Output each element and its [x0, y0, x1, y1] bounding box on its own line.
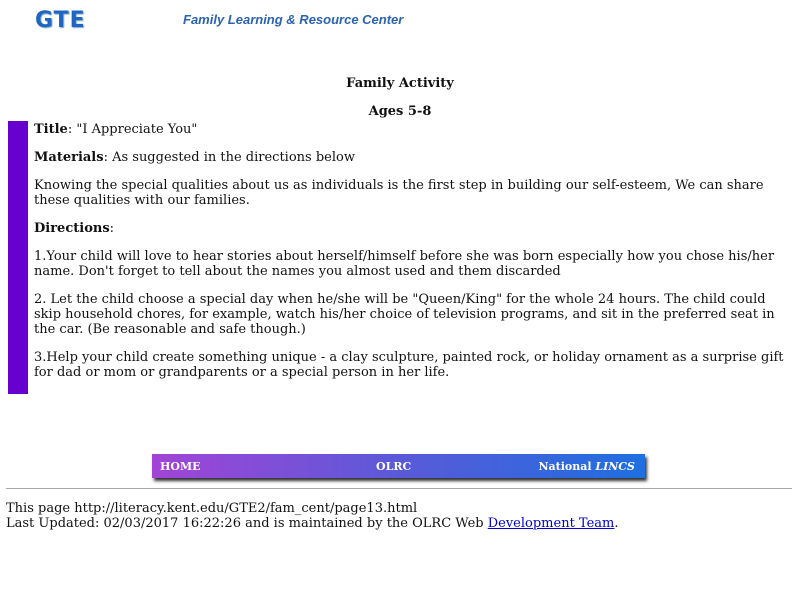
side-bar [8, 121, 28, 394]
nav-bar [152, 454, 645, 478]
title-label: Title [34, 122, 68, 137]
materials-label: Materials [34, 150, 104, 165]
footer-end: . [614, 516, 619, 531]
gte-logo: GTE [35, 8, 86, 33]
divider [6, 488, 792, 489]
nav-lincs-text: LINCS [595, 460, 635, 473]
ages-heading: Ages 5-8 [368, 104, 432, 119]
materials-value: : As suggested in the directions below [103, 150, 355, 165]
nav-national-text: National [538, 460, 596, 473]
nav-national-lincs[interactable] [538, 460, 635, 473]
nav-home[interactable]: HOME [160, 460, 201, 473]
intro-text: Knowing the special qualities about us as individuals is the first step in building our self-esteem, We can share these qualities with our families. [34, 178, 764, 208]
tagline: Family Learning & Resource Center [183, 12, 404, 27]
direction-item: 1.Your child will love to hear stories about herself/himself before she was born especially how you chose his/her name. Don't forget to tell about the names you almost used and them discarded [34, 249, 775, 279]
development-team-link[interactable]: Development Team [487, 516, 615, 531]
page-heading: Family Activity [346, 76, 454, 91]
nav-olrc[interactable]: OLRC [376, 460, 412, 473]
activity-content: Title: "I Appreciate You" Materials: As suggested in the directions below Knowing the special qualities about us as individuals is the first step in building our self-esteem, We can share these qualities with our families. Directions: 1.Your child will love to hear stories about herself/himself before she was born especially how you chose his/her name. Don't forget to tell about the names you almost used and them discarded 2. Let the child choose a special day when he/she will be "Queen/King" for the whole 24 hours. The child could skip household chores, for example, watch his/her choice of television programs, and sit in the preferred seat in the car. (Be reasonable and safe though.) 3.Help your child create something unique - a clay sculpture, painted rock, or holiday ornament as a surprise gift for dad or mom or grandparents or a special person in her life. [34, 122, 784, 380]
direction-item: 2. Let the child choose a special day when he/she will be "Queen/King" for the whole 24 hours. The child could skip household chores, for example, watch his/her choice of television programs, and sit in the preferred seat in the car. (Be reasonable and safe though.) [34, 292, 775, 337]
directions-label: Directions [34, 221, 110, 236]
title-value: : "I Appreciate You" [67, 122, 198, 137]
direction-item: 3.Help your child create something unique - a clay sculpture, painted rock, or holiday ornament as a surprise gift for dad or mom or grandparents or a special person in her life. [34, 350, 784, 380]
footer [6, 501, 619, 531]
footer-updated: Last Updated: 02/03/2017 16:22:26 and is maintained by the OLRC Web [6, 516, 488, 531]
footer-url: This page http://literacy.kent.edu/GTE2/fam_cent/page13.html [6, 501, 418, 516]
